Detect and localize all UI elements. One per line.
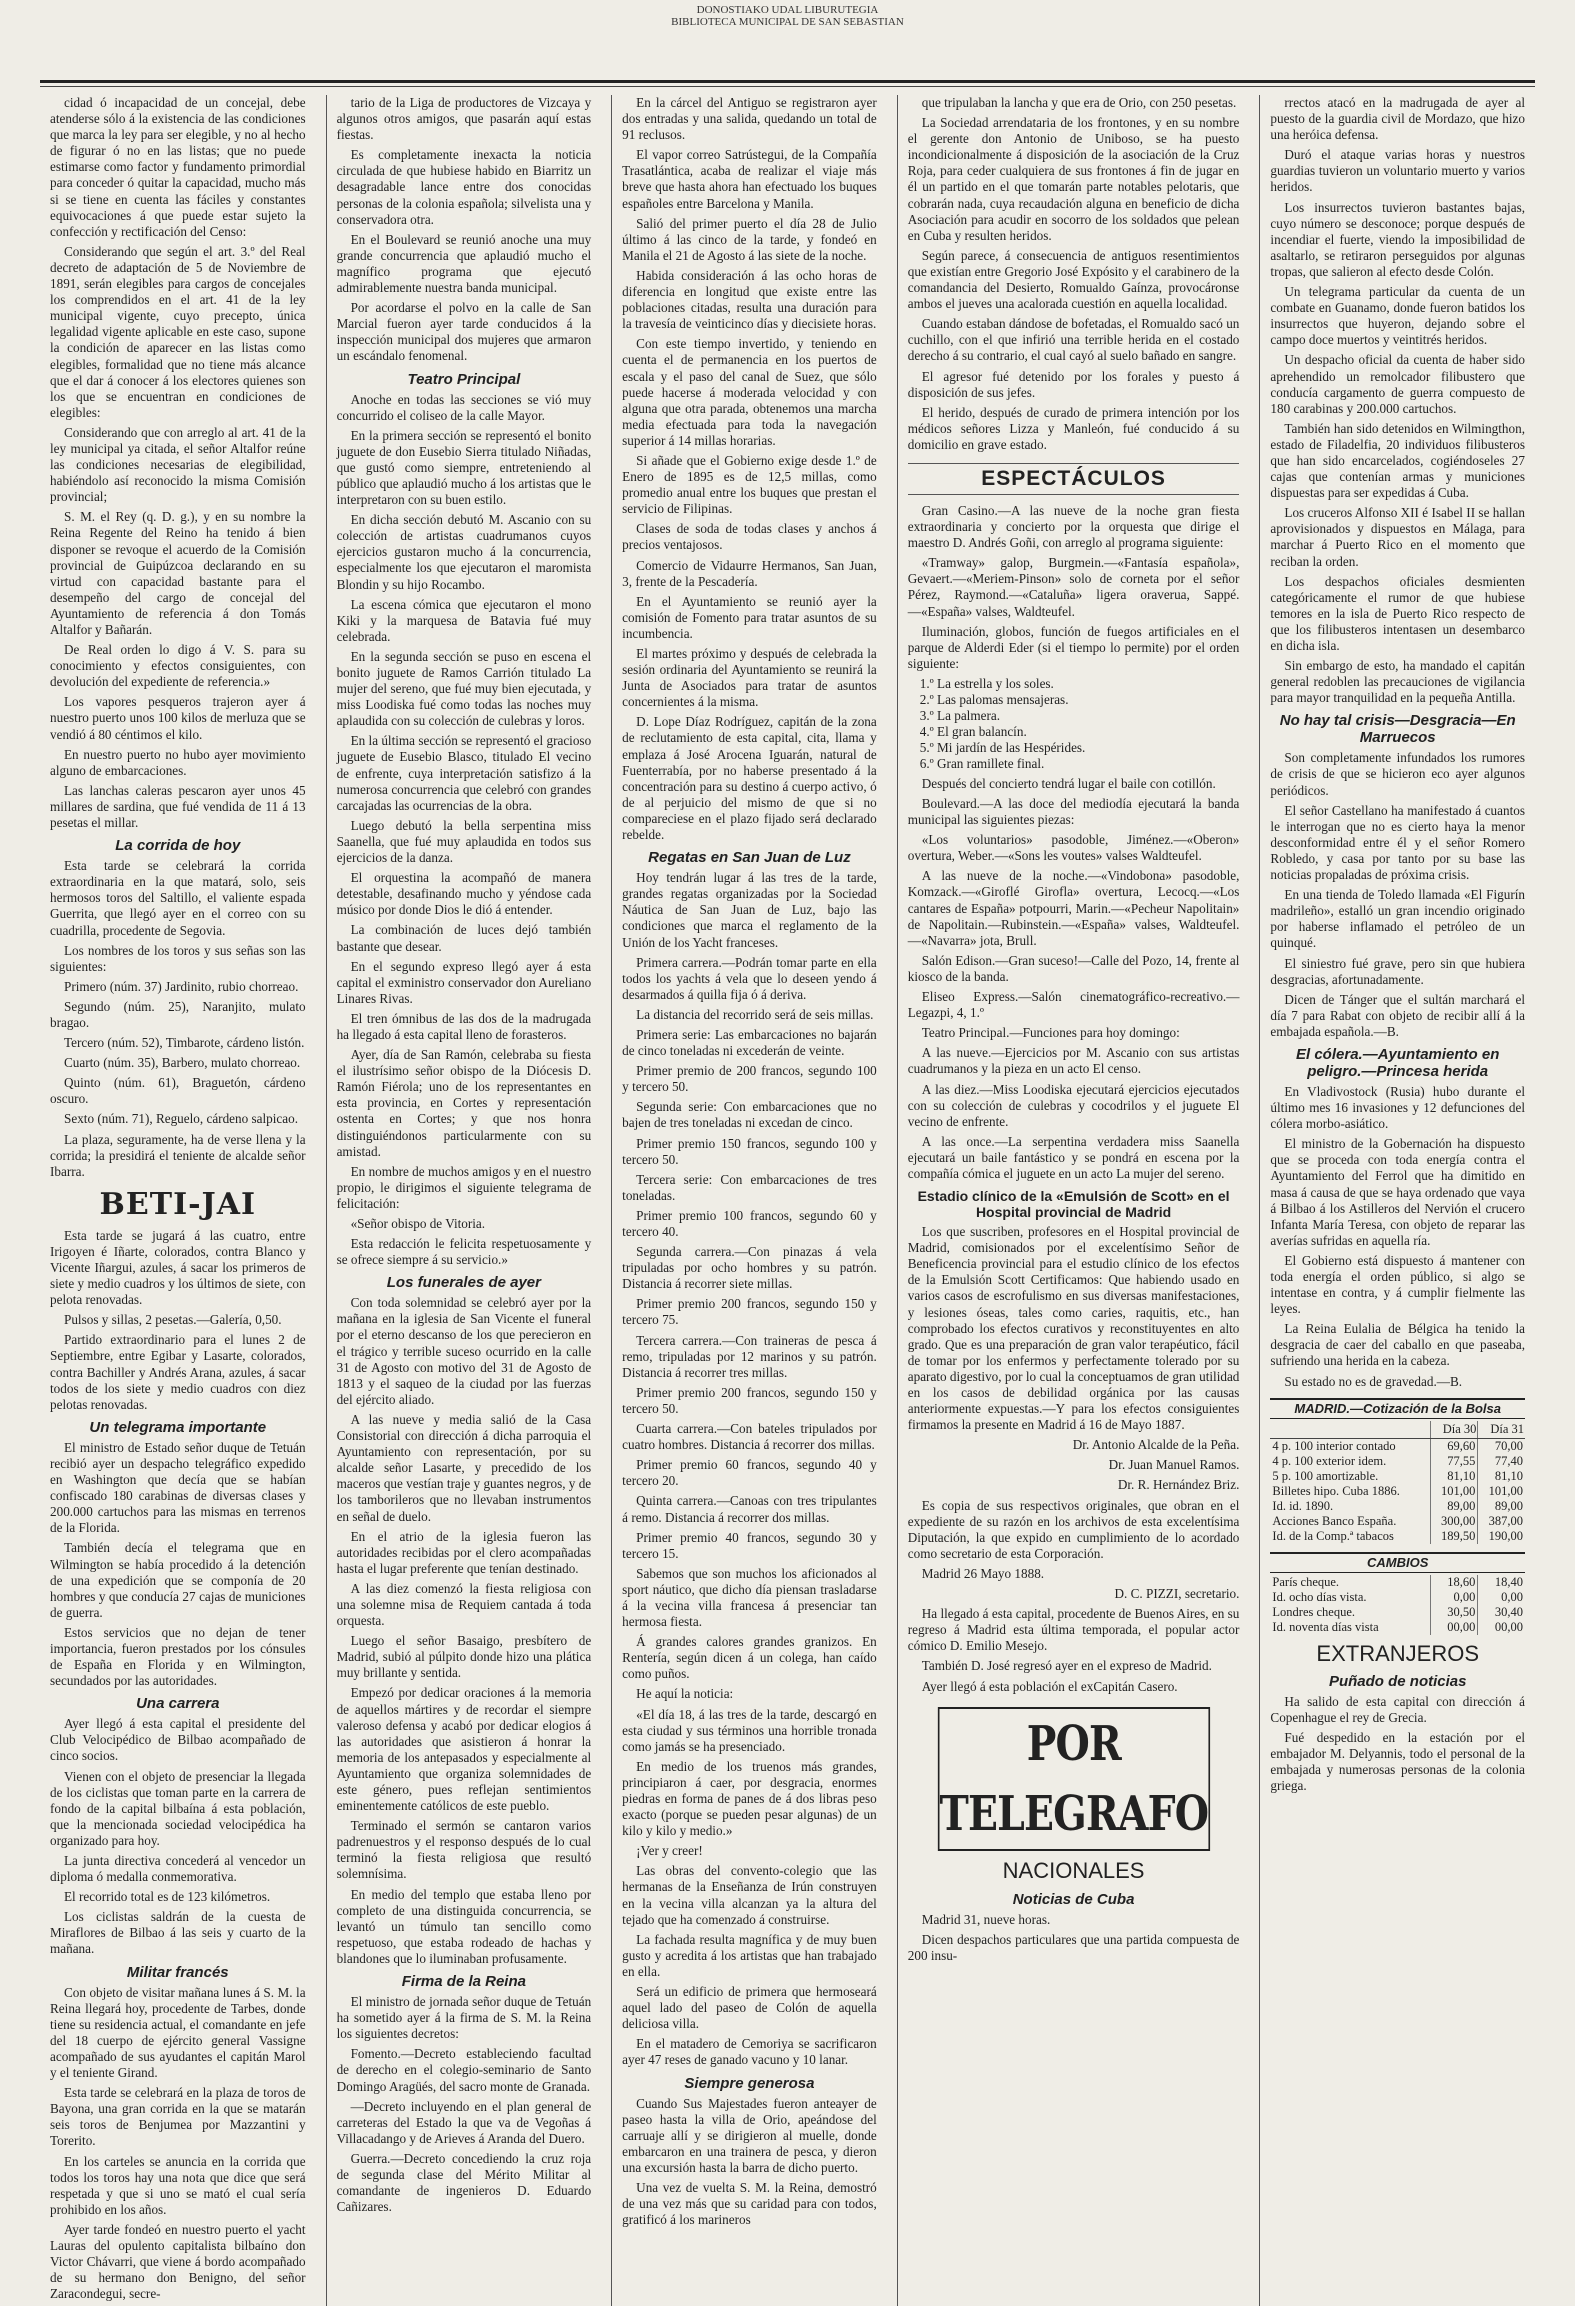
paragraph: Esta tarde se celebrará en la plaza de toros de Bayona, una gran corrida en la que se matarán seis toros de Benjumea por Mazzantini y Torerito. — [50, 2085, 306, 2149]
bull-entry: Sexto (núm. 71), Reguelo, cárdeno salpicao. — [64, 1111, 299, 1127]
paragraph: De Real orden lo digo á V. S. para su conocimiento y efectos consiguientes, con devolución del expediente de referencia.» — [50, 642, 306, 690]
paragraph: Madrid 26 Mayo 1888. — [921, 1565, 1045, 1581]
paragraph: Esta redacción le felicita respetuosamente y se ofrece siempre á su servicio.» — [336, 1236, 592, 1268]
column-4 — [897, 95, 1250, 2306]
headline-carrera: Una carrera — [136, 1695, 220, 1713]
paragraph: Será un edificio de primera que hermoseará aquel lado del paseo de Colón de aquella deliciosa villa. — [622, 1984, 877, 2032]
paragraph: Primera carrera.—Podrán tomar parte en ella todos los yachts á vela que lo deseen yendo á desarmados á quilla fija ó á deriva. — [622, 954, 877, 1002]
headline-funerales: Los funerales de ayer — [386, 1274, 541, 1292]
paragraph: Los que suscriben, profesores en el Hospital provincial de Madrid, comisionados por el excelentísimo Señor de Beneficencia provincial para el estudio clínico de los efectos de la Emulsión Scott Certificamos: Que habiendo usado en varios casos de escrofulismo en sus diversas manifestaciones, y lesiones óseas, tales como caries, raquitis, etc., han comprobado los efectos curativos y reconstituyentes en alto grado. Que es una preparación de gran valor terapéutico, fácil de tomar por los enfermos y perfectamente tolerado por su aparato digestivo, por lo cual la conceptuamos de gran utilidad en los casos de debilidad orgánica por las causas anteriormente expuestas.—Y para los efectos consiguientes firmamos la presente en Madrid á 16 de Mayo 1887. — [907, 1224, 1240, 1433]
headline-betijai: BETI-JAI — [99, 1186, 257, 1222]
table-cell: 101,00 — [1478, 1484, 1525, 1499]
paragraph: Salón Edison.—Gran suceso!—Calle del Pozo, 14, frente al kiosco de la banda. — [907, 952, 1240, 984]
paragraph: Quinta carrera.—Canoas con tres tripulantes á remo. Distancia á recorrer dos millas. — [622, 1493, 877, 1525]
bull-entry: Primero (núm. 37) Jardinito, rubio chorreao. — [64, 978, 299, 994]
paragraph: En el Ayuntamiento se reunió ayer la comisión de Fomento para tratar asuntos de su incumbencia. — [622, 593, 877, 641]
paragraph: Considerando que con arreglo al art. 41 de la ley municipal ya citada, el señor Altalfor reúne las condiciones necesarias de elegibilidad, habiéndolo así reconocido la misma Comisión provincial; — [50, 424, 306, 505]
paragraph: Esta tarde se celebrará la corrida extraordinaria en la que matará, solo, seis hermosos toros del Saltillo, el valiente espada Guerrita, que llegó ayer en el correo con su cuadrilla, procedente de Segovia. — [50, 858, 306, 938]
paragraph: Segunda carrera.—Con pinazas á vela tripuladas por ocho hombres y su patrón. Distancia á recorrer siete millas. — [622, 1244, 877, 1292]
paragraph: En Vladivostock (Rusia) hubo durante el último mes 16 invasiones y 12 defunciones del cólera morbo-asiático. — [1270, 1083, 1525, 1132]
table-cell: Billetes hipo. Cuba 1886. — [1272, 1483, 1400, 1498]
paragraph: Con objeto de visitar mañana lunes á S. M. la Reina llegará hoy, procedente de Tarbes, donde tiene su residencia actual, el comandante en jefe del 18 cuerpo de ejército general Vassigne acompañado de sus ayudantes el capitán Marol y el teniente Girand. — [50, 1984, 306, 2081]
table-header: Día 30 — [1430, 1421, 1478, 1439]
table-cell: 300,00 — [1430, 1514, 1478, 1529]
paragraph: Es completamente inexacta la noticia circulada de que hubiese habido en Biarritz un desagradable lance entre dos conocidas personas de la colonia española; silvelista una y conservadora otra. — [336, 147, 592, 227]
paragraph: Habida consideración á las ocho horas de diferencia en longitud que existe entre las poblaciones citadas, resulta una duración para la travesía de veinticinco días y diecisiete horas. — [622, 267, 877, 332]
paragraph: En medio de los truenos más grandes, principiaron á caer, por desgracia, enormes piedras en forma de panes de á dos libras peso exacto (porque se pueden pesar algunas) de un kilo y kilo y medio.» — [622, 1758, 877, 1839]
paragraph: El martes próximo y después de celebrada la sesión ordinaria del Ayuntamiento se reunirá la Junta de Asociados para tratar de asuntos concernientes á la misma. — [622, 646, 877, 710]
paragraph: Cuarta carrera.—Con bateles tripulados por cuatro hombres. Distancia á recorrer dos millas. — [622, 1421, 877, 1453]
paragraph: Comercio de Vidaurre Hermanos, San Juan, 3, frente de la Pescadería. — [622, 557, 877, 589]
headline-estadio-clinico: Estadio clínico de la «Emulsión de Scott» en el Hospital provincial de Madrid — [917, 1188, 1230, 1221]
table-header: Día 31 — [1478, 1421, 1525, 1439]
paragraph: También D. José regresó ayer en el expreso de Madrid. — [921, 1658, 1212, 1674]
paragraph: Ha salido de esta capital con dirección á Copenhague el rey de Grecia. — [1270, 1693, 1525, 1725]
paragraph: Estos servicios que no dejan de tener importancia, fueron prestados por los cónsules de España en Florida y en Wilmington, secundados por las autoridades. — [50, 1624, 306, 1689]
paragraph: Los vapores pesqueros trajeron ayer á nuestro puerto unos 100 kilos de merluza que se vendió á 80 céntimos el kilo. — [50, 694, 306, 742]
table-cell: 189,50 — [1430, 1529, 1478, 1544]
headline-regatas: Regatas en San Juan de Luz — [648, 849, 851, 867]
headline-telegrama: Un telegrama importante — [89, 1418, 267, 1436]
paragraph: Segunda serie: Con embarcaciones que no bajen de tres toneladas ni excedan de cinco. — [622, 1099, 877, 1131]
paragraph: A las once.—La serpentina verdadera miss Saanella ejecutará un baile fantástico y se pondrá en escena por la compañía cómica el juguete en un acto La mujer del sereno. — [907, 1133, 1240, 1181]
table-row — [1270, 1620, 1525, 1635]
column-5 — [1259, 95, 1535, 2306]
paragraph: cidad ó incapacidad de un concejal, debe atenderse sólo á la existencia de las condiciones que marca la ley para ser elegible, y no al hecho de figurar ó no en las listas; que no puede estimarse como factor y fundamento primordial para conceder ó quitar la capacidad, mucho más si se tiene en cuenta las fáciles y constantes equivocaciones á que puede estar sujeto la confección y rectificación del Censo: — [50, 95, 306, 239]
paragraph: Ayer tarde fondeó en nuestro puerto el yacht Lauras del opulento capitalista bilbaíno don Victor Chávarri, que viene á bordo acompañado de su hermano don Benigno, del señor Zaracondegui, secre- — [50, 2221, 306, 2302]
paragraph: Luego el señor Basaigo, presbítero de Madrid, subió al púlpito donde hizo una plática muy brillante y sentida. — [336, 1633, 592, 1681]
paragraph: Cuando estaban dándose de bofetadas, el Romualdo sacó un cuchillo, con el que infirió una terrible herida en el costado derecho á su contrario, el cual cayó al suelo bañado en sangre. — [907, 316, 1240, 364]
paragraph: Fomento.—Decreto estableciendo facultad de derecho en el colegio-seminario de Santo Domingo Aragüés, del sacro monte de Granada. — [336, 2046, 592, 2094]
paragraph: La combinación de luces dejó también bastante que desear. — [336, 922, 592, 954]
headline-colera: El cólera.—Ayuntamiento en peligro.—Princesa herida — [1296, 1045, 1500, 1080]
paragraph: El señor Castellano ha manifestado á cuantos le interrogan que no es cierto haya la menor desconformidad entre él y el señor Romero Robledo, y casa por tanto por su base las noticias propaladas de próxima crisis. — [1270, 802, 1525, 883]
paragraph: Con este tiempo invertido, y teniendo en cuenta el de permanencia en los puertos de escala y el paso del canal de Suez, que sólo puede hacerse á moderada velocidad y con alguna que otra parada, obtenemos una marcha media efectuada para toda la navegación superior á 14 millas horarias. — [622, 336, 877, 448]
paragraph: Luego debutó la bella serpentina miss Saanella, que fué muy aplaudida en todos sus ejercicios de la danza. — [336, 817, 592, 866]
paragraph: Tercera carrera.—Con traineras de pesca á remo, tripuladas por 12 marinos y su patrón. Distancia á recorrer tres millas. — [622, 1332, 877, 1380]
table-cell: 89,00 — [1478, 1499, 1525, 1514]
table-row — [1270, 1469, 1525, 1484]
paragraph: Ha llegado á esta capital, procedente de Buenos Aires, en su regreso á Madrid esta última temporada, el popular actor cómico D. Emilio Mesejo. — [907, 1606, 1240, 1654]
paragraph: «El día 18, á las tres de la tarde, descargó en esta ciudad y sus términos una horrible tronada como jamás se ha presenciado. — [622, 1706, 877, 1754]
table-row — [1270, 1499, 1525, 1514]
table-row — [1270, 1454, 1525, 1469]
table-header-row — [1270, 1421, 1525, 1439]
paragraph: Empezó por dedicar oraciones á la memoria de aquellos mártires y de recordar el siempre valeroso defensa y acabó por dedicar elogios á las autoridades que asistieron á honrar la memoria de los antepasados y especialmente al Ayuntamiento que organiza solemnidades de este género, pues reflejan sentimientos eminentemente católicos de este pueblo. — [336, 1685, 592, 1814]
bolsa-table — [1270, 1421, 1525, 1544]
table-cell: 18,40 — [1478, 1575, 1525, 1590]
paragraph: Considerando que según el art. 3.º del Real decreto de adaptación de 5 de Noviembre de 1891, serán elegibles para cargos de concejales los comprendidos en el art. 41 de la ley municipal vigente, cuyo precepto, única legalidad vigente aplicable en este caso, supone la condición de aparecer en las listas como elegibles, formalidad que no tiene más alcance que el dar á conocer á los electores quienes son los que se encuentran en condiciones de elegibles: — [50, 243, 306, 420]
paragraph: La distancia del recorrido será de seis millas. — [636, 1006, 874, 1022]
headline-punado-noticias: Puñado de noticias — [1328, 1672, 1467, 1690]
bull-entry: Tercero (núm. 52), Timbarote, cárdeno listón. — [64, 1035, 305, 1051]
column-3 — [611, 95, 887, 2306]
table-cell: Id. noventa días vista — [1272, 1619, 1379, 1634]
paragraph: «Señor obispo de Vitoria. — [350, 1216, 486, 1231]
paragraph: Eliseo Express.—Salón cinematográfico-recreativo.—Legazpi, 4, 1.º — [907, 989, 1240, 1021]
paragraph: Dicen despachos particulares que una partida compuesta de 200 insu- — [907, 1931, 1240, 1963]
paragraph: En la última sección se representó el gracioso juguete de Eusebio Blasco, titulado El vecino de enfrente, cuya interpretación satisfizo á la numerosa concurrencia que celebró con grandes carcajadas las ocurrencias de la obra. — [336, 733, 592, 813]
paragraph: Los ciclistas saldrán de la cuesta de Miraflores de Bilbao á las seis y cuarto de la mañana. — [50, 1909, 306, 1957]
list-item: 4.º El gran balancín. — [919, 723, 1027, 739]
paragraph: En la segunda sección se puso en escena el bonito juguete de Ramos Carrión titulado La mujer del sereno, que fué muy bien ejecutada, y miss Loodiska fué como todas las noches muy aplaudida con su colección de culebras y loros. — [336, 648, 592, 729]
paragraph: La junta directiva concederá al vencedor un diploma ó medalla conmemorativa. — [50, 1853, 306, 1885]
paragraph: En la primera sección se representó el bonito juguete de don Eusebio Sierra titulado Niñadas, que gustó como siempre, entreteniendo al público que aplaudió mucho á los artistas que le interpretaron con su buen estilo. — [336, 427, 592, 508]
paragraph: En los carteles se anuncia en la corrida que todos los toros hay una nota que dice que será respetada y que si uno se mató el cual sería prohibido en los años. — [50, 2153, 306, 2217]
bull-entry: Quinto (núm. 61), Braguetón, cárdeno oscuro. — [50, 1075, 306, 1107]
fireworks-list — [920, 676, 1240, 772]
paragraph: rrectos atacó en la madrugada de ayer al puesto de la guardia civil de Mordazo, que hizo una heróica defensa. — [1270, 95, 1525, 143]
section-espectaculos: ESPECTÁCULOS — [908, 463, 1240, 495]
paragraph: Esta tarde se jugará á las cuatro, entre Irigoyen é Iñarte, colorados, contra Blanco y Vicente Iñargui, azules, á sacar los primeros de siete y medio cuadros y los últimos de siete, con pelota renovadas. — [50, 1227, 306, 1308]
paragraph: Los nombres de los toros y sus señas son las siguientes: — [50, 942, 306, 974]
signature: Dr. Juan Manuel Ramos. — [1108, 1457, 1240, 1473]
paragraph: Con toda solemnidad se celebró ayer por la mañana en la iglesia de San Vicente el funeral por el eterno descanso de los que perecieron en el trágico y terrible suceso ocurrido en la calle 31 de Agosto con motivo del 31 de Agosto de 1813 y el saqueo de la ciudad por las fuerzas del ejército aliado. — [336, 1295, 592, 1407]
paragraph: S. M. el Rey (q. D. g.), y en su nombre la Reina Regente del Reino ha tenido á bien disponer se revoque el acuerdo de la Comisión provincial de Guipúzcoa declarando en su virtud con capacidad bastante para el desempeño del cargo de concejal del Ayuntamiento de referencia á don Tomás Altalfor y Bañarán. — [50, 509, 306, 637]
list-item: 3.º La palmera. — [919, 707, 1000, 723]
table-cell: 77,55 — [1430, 1454, 1478, 1469]
signature: D. C. PIZZI, secretario. — [1114, 1586, 1240, 1602]
signature: Dr. Antonio Alcalde de la Peña. — [1072, 1437, 1240, 1453]
stamp-line-2: BIBLIOTECA MUNICIPAL DE SAN SEBASTIAN — [671, 16, 904, 28]
table-cell: 0,00 — [1430, 1590, 1478, 1605]
paragraph: Vienen con el objeto de presenciar la llegada de los ciclistas que toman parte en la carrera de fondo de la capital bilbaína á esta población, que la mencionada sociedad velocipédica ha organizado para hoy. — [50, 1768, 306, 1848]
paragraph: Después del concierto tendrá lugar el baile con cotillón. — [921, 775, 1216, 791]
paragraph: Cuando Sus Majestades fueron anteayer de paseo hasta la villa de Orio, apeándose del carruaje allí y se dirigieron al muelle, donde embarcaron en una trainera de pesca, y dieron una excursión hasta la barra de dicho puerto. — [622, 2095, 877, 2175]
table-cell: 77,40 — [1478, 1454, 1525, 1469]
paragraph: Tercera serie: Con embarcaciones de tres toneladas. — [622, 1171, 877, 1203]
paragraph: Guerra.—Decreto concediendo la cruz roja de segunda clase del Mérito Militar al comandante de ingenieros D. Eduardo Cañizares. — [336, 2150, 592, 2215]
table-cell: 69,60 — [1430, 1438, 1478, 1454]
column-1 — [40, 95, 316, 2306]
paragraph: Iluminación, globos, función de fuegos artificiales en el parque de Alderdi Eder (si el tiempo lo permite) por el orden siguiente: — [907, 623, 1240, 671]
paragraph: También han sido detenidos en Wilmingthon, estado de Filadelfia, 20 individuos filibusteros que han sido encarcelados, cogiéndoseles 27 cajas que contenían armas y municiones dispuestas para ser expedidas á Cuba. — [1270, 420, 1525, 501]
table-cell: 0,00 — [1478, 1590, 1525, 1605]
library-stamp — [0, 4, 1575, 28]
table-cell: 30,50 — [1430, 1605, 1478, 1620]
paragraph: A las diez comenzó la fiesta religiosa con una solemne misa de Requiem cantada á toda orquesta. — [336, 1580, 592, 1629]
headline-nacionales: NACIONALES — [1002, 1857, 1145, 1883]
headline-por-telegrafo: POR TELEGRAFO — [938, 1707, 1210, 1851]
headline-siempre-generosa: Siempre generosa — [684, 2074, 815, 2092]
table-cell: 81,10 — [1430, 1469, 1478, 1484]
paragraph: En el atrio de la iglesia fueron las autoridades recibidas por el clero acompañadas hasta el lugar preferente que tenían destinado. — [336, 1528, 592, 1576]
table-row — [1270, 1605, 1525, 1620]
paragraph: El orquestina la acompañó de manera detestable, desafinando mucho y yéndose cada músico por donde Dios le dió á entender. — [336, 870, 592, 918]
paragraph: El herido, después de curado de primera intención por los médicos señores Lizza y Manleón, fué conducido á su domicilio en grave estado. — [907, 404, 1240, 452]
headline-teatro: Teatro Principal — [407, 370, 521, 388]
paragraph: En el matadero de Cemoriya se sacrificaron ayer 47 reses de ganado vacuno y 10 lanar. — [622, 2036, 877, 2068]
paragraph: En dicha sección debutó M. Ascanio con su colección de artistas cuadrumanos cuyos ejercicios gustaron mucho á la concurrencia, especialmente los que ejecutaron el maromista Blondin y su hijo Rocambo. — [336, 512, 592, 592]
paragraph: La plaza, seguramente, ha de verse llena y la corrida; la presidirá el teniente de alcalde señor Ibarra. — [50, 1131, 306, 1179]
paragraph: Partido extraordinario para el lunes 2 de Septiembre, entre Egibar y Lasarte, colorados, contra Bachiller y Andrés Arana, azules, á sacar todos de los siete y medio cuadros con diez pelotas renovadas. — [50, 1332, 306, 1412]
stamp-line-1: DONOSTIAKO UDAL LIBURUTEGIA — [696, 4, 879, 16]
paragraph: Dicen de Tánger que el sultán marchará el día 7 para Rabat con objeto de recibir allí á la embajada española.—B. — [1270, 991, 1525, 1039]
paragraph: Su estado no es de gravedad.—B. — [1284, 1373, 1463, 1389]
paragraph: A las nueve y media salió de la Casa Consistorial con dirección á dicha parroquia el Ayuntamiento con representación, por su alcalde señor Lasarte, y precedido de los maceros que vestían traje y guantes negros, y de los tamborileros que no llevaban instrumentos en señal de duelo. — [336, 1411, 592, 1524]
paragraph: El agresor fué detenido por los forales y puesto á disposición de sus jefes. — [907, 368, 1240, 400]
table-cell: Londres cheque. — [1272, 1604, 1356, 1619]
paragraph: Los despachos oficiales desmienten categóricamente el rumor de que hubiese temores en la isla de Puerto Rico respecto de que los filibusteros intentasen un desembarco en dicha isla. — [1270, 573, 1525, 653]
table-cell: Id. ocho días vista. — [1272, 1589, 1367, 1604]
paragraph: El siniestro fué grave, pero sin que hubiera desgracias, afortunadamente. — [1270, 955, 1525, 987]
paragraph: La Sociedad arrendataria de los frontones, y en su nombre el gerente don Antonio de Uniboso, se ha puesto incondicionalmente á disposición de la asociación de la Cruz Roja, para ceder cualquiera de sus frontones á fin de jugar en él un partido en el que tomarán parte notables pelotaris, que cobrarán nada, cuya recaudación alguna en beneficio de dicha Asociación para acudir en socorro de los soldados que pelean en Cuba y resulten heridos. — [907, 115, 1240, 243]
paragraph: ¡Ver y creer! — [636, 1843, 703, 1859]
table-row — [1270, 1590, 1525, 1605]
paragraph: Primer premio 60 francos, segundo 40 y tercero 20. — [622, 1457, 877, 1489]
paragraph: Un despacho oficial da cuenta de haber sido aprehendido un remolcador filibustero que conducía cargamento de guerra compuesto de 180 carabinas y 200.000 cartuchos. — [1270, 352, 1525, 416]
table-cell: 4 p. 100 interior contado — [1272, 1438, 1396, 1453]
table-cell: París cheque. — [1272, 1574, 1340, 1589]
paragraph: «Tramway» galop, Burgmein.—«Fantasía española», Gevaert.—«Meriem-Pinson» solo de corneta por el señor Pérez, Raymond.—«Cataluña» ligera oraverua, Sappé.—«España» valses, Waldteufel. — [907, 555, 1240, 619]
paragraph: Es copia de sus respectivos originales, que obran en el expediente de su razón en los archivos de esta excelentísima Diputación, la que expido en cumplimiento de lo acordado como secretario de esta Corporación. — [907, 1497, 1240, 1561]
paragraph: En medio del templo que estaba lleno por completo de una distinguida concurrencia, se levantó un túmulo tan sencillo como respetuoso, que estaba rodeado de hachas y blandones que lo iluminaban profusamente. — [336, 1886, 592, 1966]
paragraph: Ayer llegó á esta población el exCapitán Casero. — [921, 1678, 1178, 1694]
paragraph: Ayer llegó á esta capital el presidente del Club Velocipédico de Bilbao acompañado de cinco socios. — [50, 1716, 306, 1764]
paragraph: En el Boulevard se reunió anoche una muy grande concurrencia que aplaudió mucho el magnífico programa que ejecutó admirablemente nuestra banda municipal. — [336, 231, 592, 296]
paragraph: A las nueve de la noche.—«Vindobona» pasodoble, Komzack.—«Giroflé Girofla» overtura, Lecocq.—«Los cantares de España» potpourri, Marin.—«Pecheur Napolitain» de Napolitain.—Rubinstein.—«España» valses, Waldteufel.—«Navarra» jota, Brull. — [907, 868, 1240, 948]
paragraph: Si añade que el Gobierno exige desde 1.º de Enero de 1895 es de 12,5 millas, como promedio anual entre los buques que prestan el servicio de Filipinas. — [622, 452, 877, 517]
table-cell: 101,00 — [1430, 1484, 1478, 1499]
paragraph: En nuestro puerto no hubo ayer movimiento alguno de embarcaciones. — [50, 746, 306, 778]
paragraph: El ministro de jornada señor duque de Tetuán ha sometido ayer á la firma de S. M. la Reina los siguientes decretos: — [336, 1994, 592, 2042]
table-row — [1270, 1484, 1525, 1499]
paragraph: La escena cómica que ejecutaron el mono Kiki y la marquesa de Batavia fué muy celebrada. — [336, 596, 592, 644]
table-cell: 81,10 — [1478, 1469, 1525, 1484]
paragraph: El ministro de la Gobernación ha dispuesto que se proceda con toda energía contra el Ayuntamiento del Ferrol que ha dimitido en masa á causa de que se haya ordenado que vaya á Bilbao á los Astilleros del Nervión el crucero Infanta María Teresa, con objeto de reparar las averías sufridas en aquella ría. — [1270, 1136, 1525, 1248]
paragraph: El recorrido total es de 123 kilómetros. — [64, 1889, 271, 1905]
paragraph: Terminado el sermón se cantaron varios padrenuestros y el responso después de lo cual terminó la fiesta religiosa que resultó solemnísima. — [336, 1818, 592, 1882]
paragraph: Clases de soda de todas clases y anchos á precios ventajosos. — [622, 521, 877, 553]
paragraph: En la cárcel del Antiguo se registraron ayer dos entradas y una salida, quedando un total de 91 reclusos. — [622, 95, 877, 143]
paragraph: En el segundo expreso llegó ayer á esta capital el exministro conservador don Aureliano Linares Rivas. — [336, 958, 592, 1006]
paragraph: He aquí la noticia: — [636, 1686, 734, 1702]
paragraph: La Reina Eulalia de Bélgica ha tenido la desgracia de caer del caballo en que paseaba, sufriendo una herida en la cabeza. — [1270, 1321, 1525, 1369]
paragraph: Primera serie: Las embarcaciones no bajarán de cinco toneladas ni excederán de veinte. — [622, 1026, 877, 1059]
paragraph: Hoy tendrán lugar á las tres de la tarde, grandes regatas organizadas por la Sociedad Náutica de San Juan de Luz, bajo las condiciones que marca el reglamento de la Unión de los Yacht franceses. — [622, 870, 877, 950]
top-rule-thin — [40, 86, 1535, 87]
table-cell: 00,00 — [1430, 1620, 1478, 1635]
paragraph: El Gobierno está dispuesto á mantener con toda energía el orden público, si algo se intentase en contra, y á cumplir fielmente las leyes. — [1270, 1252, 1525, 1317]
headline-corrida: La corrida de hoy — [115, 837, 241, 855]
paragraph: Las obras del convento-colegio que las hermanas de la Enseñanza de Irún construyen en la vecina villa alcanzan ya la altura del tejado que ha comenzado á construirse. — [622, 1863, 877, 1927]
paragraph: La fachada resulta magnífica y de muy buen gusto y acredita á los artistas que han trabajado en ella. — [622, 1931, 877, 1979]
paragraph: Duró el ataque varias horas y nuestros guardias tuvieron un voluntario muerto y varios heridos. — [1270, 147, 1525, 195]
paragraph: Ayer, día de San Ramón, celebraba su fiesta el ilustrísimo señor obispo de la Diócesis D. Ramón Fiérola; uno de los representantes en esta provincia, en Cortes y representación ostenta en Cortes; y que nos honra distinguiéndonos particularmente con su amistad. — [336, 1047, 592, 1159]
paragraph: También decía el telegrama que en Wilmington se había procedido á la detención de una expedición que se componía de 20 hombres y que conducía 27 cajas de municiones de guerra. — [50, 1540, 306, 1620]
cambios-title: CAMBIOS — [1270, 1552, 1525, 1573]
table-cell: 387,00 — [1478, 1514, 1525, 1529]
paragraph: Primer premio 200 francos, segundo 150 y tercero 75. — [622, 1296, 877, 1328]
list-item: 2.º Las palomas mensajeras. — [919, 691, 1069, 707]
table-cell: 5 p. 100 amortizable. — [1272, 1468, 1379, 1483]
paragraph: Según parece, á consecuencia de antiguos resentimientos que existían entre Gregorio José Expósito y el carabinero de la comandancia del Desierto, Romualdo Gaínza, provocáronse ambos el jueves una acalorada cuestión en aquella localidad. — [907, 247, 1240, 312]
table-cell: 30,40 — [1478, 1605, 1525, 1620]
paragraph: Madrid 31, nueve horas. — [921, 1911, 1051, 1927]
paragraph: A las diez.—Miss Loodiska ejecutará ejercicios ejecutados con su colección de culebras y cocodrilos y el juguete El vecino de enfrente. — [907, 1081, 1240, 1129]
table-row — [1270, 1438, 1525, 1454]
list-item: 1.º La estrella y los soles. — [919, 675, 1054, 691]
paragraph: tario de la Liga de productores de Vizcaya y algunos otros amigos, que pasarán aquí estas fiestas. — [336, 95, 592, 143]
table-cell: Id. de la Comp.ª tabacos — [1272, 1528, 1394, 1543]
paragraph: Á grandes calores grandes granizos. En Rentería, según dicen á un colega, han caído como puños. — [622, 1634, 877, 1682]
table-cell: 00,00 — [1478, 1620, 1525, 1635]
table-cell: 18,60 — [1430, 1575, 1478, 1590]
headline-extranjeros: EXTRANJEROS — [1316, 1640, 1479, 1666]
paragraph: Los cruceros Alfonso XII é Isabel II se hallan aprovisionados y dispuestos en Málaga, para marchar á Puerto Rico en el momento que reciban la orden. — [1270, 505, 1525, 569]
list-item: 5.º Mi jardín de las Hespérides. — [919, 739, 1086, 755]
paragraph: «Los voluntarios» pasodoble, Jiménez.—«Oberon» overtura, Weber.—«Sons les voutes» valses Waldteufel. — [907, 832, 1240, 864]
table-cell: 190,00 — [1478, 1529, 1525, 1544]
table-row — [1270, 1575, 1525, 1590]
paragraph: Salió del primer puerto el día 28 de Julio último á las cinco de la tarde, y fondeó en Manila el 21 de Agosto á las siete de la noche. — [622, 215, 877, 263]
paragraph: Las lanchas caleras pescaron ayer unos 45 millares de sardina, que fué vendida de 11 á 13 pesetas el millar. — [50, 782, 306, 831]
paragraph: Sin embargo de esto, ha mandado el capitán general redoblen las precauciones de vigilancia para mayor tranquilidad en la pequeña Antilla. — [1270, 658, 1525, 706]
paragraph: Primer premio 40 francos, segundo 30 y tercero 15. — [622, 1529, 877, 1561]
headline-firma: Firma de la Reina — [401, 1973, 526, 1991]
paragraph: El vapor correo Satrústegui, de la Compañía Trasatlántica, acaba de realizar el viaje más breve que hasta ahora han efectuado los buques españoles entre Barcelona y Manila. — [622, 147, 877, 211]
paragraph: Anoche en todas las secciones se vió muy concurrido el coliseo de la calle Mayor. — [336, 391, 592, 423]
paragraph: En nombre de muchos amigos y en el nuestro propio, le dirigimos el siguiente telegrama de felicitación: — [336, 1163, 592, 1211]
paragraph: El tren ómnibus de las dos de la madrugada ha llegado á esta capital lleno de forasteros. — [336, 1010, 592, 1042]
bull-entry: Segundo (núm. 25), Naranjito, mulato bragao. — [50, 998, 306, 1030]
paragraph: Los insurrectos tuvieron bastantes bajas, cuyo número se desconoce; porque después de incendiar el fuerte, viendo la imposibilidad de asaltarlo, se retiraron perseguidos por algunas tropas, que salieron al efecto desde Colón. — [1270, 199, 1525, 279]
headline-militar: Militar francés — [126, 1963, 229, 1981]
paragraph: que tripulaban la lancha y que era de Orio, con 250 pesetas. — [921, 95, 1237, 110]
table-row — [1270, 1529, 1525, 1544]
table-row — [1270, 1514, 1525, 1529]
paragraph: Sabemos que son muchos los aficionados al sport náutico, que dicho día piensan trasladarse á la vecina villa francesa á presenciar tan hermosa fiesta. — [622, 1565, 877, 1630]
paragraph: Primer premio 200 francos, segundo 150 y tercero 50. — [622, 1384, 877, 1416]
paragraph: Gran Casino.—A las nueve de la noche gran fiesta extraordinaria y concierto por la orquesta que dirige el maestro D. Andrés Goñi, con arreglo al programa siguiente: — [907, 502, 1240, 551]
table-cell: 89,00 — [1430, 1499, 1478, 1514]
table-cell: Acciones Banco España. — [1272, 1513, 1397, 1528]
paragraph: D. Lope Díaz Rodríguez, capitán de la zona de reclutamiento de esta capital, cita, llama y emplaza á José Arocena Iguarán, natural de Fuenterrabía, por no haberse presentado á la concentración para su destino á cuerpo activo, ó de al perjuicio del mismo de que si no compareciese en el plazo fijado será declarado rebelde. — [622, 714, 877, 843]
bull-entry: Cuarto (núm. 35), Barbero, mulato chorreao. — [64, 1055, 301, 1071]
top-rule — [40, 80, 1535, 83]
paragraph: Por acordarse el polvo en la calle de San Marcial fueron ayer tarde conducidos á la inspección municipal dos mujeres que armaron un escándalo fenomenal. — [336, 300, 592, 364]
headline-crisis: No hay tal crisis—Desgracia—En Marruecos — [1279, 712, 1516, 747]
paragraph: A las nueve.—Ejercicios por M. Ascanio con sus artistas cuadrumanos y la pieza en un acto El censo. — [907, 1045, 1240, 1077]
list-item: 6.º Gran ramillete final. — [919, 755, 1045, 771]
paragraph: Teatro Principal.—Funciones para hoy domingo: — [921, 1025, 1180, 1041]
table-cell: 4 p. 100 exterior idem. — [1272, 1453, 1387, 1468]
table-header — [1270, 1421, 1430, 1439]
paragraph: —Decreto incluyendo en el plan general de carreteras del Estado la que va de Vegoñas á Villacadango y de Arieves á Aranda del Duero. — [336, 2098, 592, 2146]
paragraph: Fué despedido en la estación por el embajador M. Delyannis, todo el personal de la embajada y numerosas personas de la colonia griega. — [1270, 1730, 1525, 1794]
column-2 — [326, 95, 602, 2306]
table-cell: 70,00 — [1478, 1438, 1525, 1454]
bolsa-title: MADRID.—Cotización de la Bolsa — [1270, 1398, 1525, 1419]
paragraph: El ministro de Estado señor duque de Tetuán recibió ayer un despacho telegráfico expedido en Washington que decía que se habían confiscado 180 carabinas de diversas clases y 200.000 cartuchos para las mismas en terrenos de la Florida. — [50, 1439, 306, 1536]
signature: Dr. R. Hernández Briz. — [1117, 1477, 1240, 1493]
paragraph: Pulsos y sillas, 2 pesetas.—Galería, 0,50. — [64, 1312, 282, 1328]
columns — [40, 95, 1535, 2302]
headline-noticias-cuba: Noticias de Cuba — [1012, 1890, 1135, 1908]
paragraph: Son completamente infundados los rumores de crisis de que se hicieron eco ayer algunos periódicos. — [1270, 750, 1525, 798]
cambios-table — [1270, 1575, 1525, 1635]
table-cell: Id. id. 1890. — [1272, 1498, 1334, 1513]
paragraph: Primer premio 100 francos, segundo 60 y tercero 40. — [622, 1207, 877, 1239]
paragraph: Boulevard.—A las doce del mediodía ejecutará la banda municipal las siguientes piezas: — [907, 796, 1240, 828]
paragraph: Una vez de vuelta S. M. la Reina, demostró de una vez más que su caridad para con todos, gratificó á los marineros — [622, 2179, 877, 2228]
paragraph: Primer premio 150 francos, segundo 100 y tercero 50. — [622, 1135, 877, 1167]
paragraph: Primer premio de 200 francos, segundo 100 y tercero 50. — [622, 1063, 877, 1095]
paragraph: En una tienda de Toledo llamada «El Figurín madrileño», estalló un gran incendio originado por haberse inflamado el petróleo de un quinqué. — [1270, 887, 1525, 951]
paragraph: Un telegrama particular da cuenta de un combate en Guanamo, donde fueron batidos los insurrectos que huyeron, dejando sobre el campo doce muertos y veintitrés heridos. — [1270, 284, 1525, 348]
